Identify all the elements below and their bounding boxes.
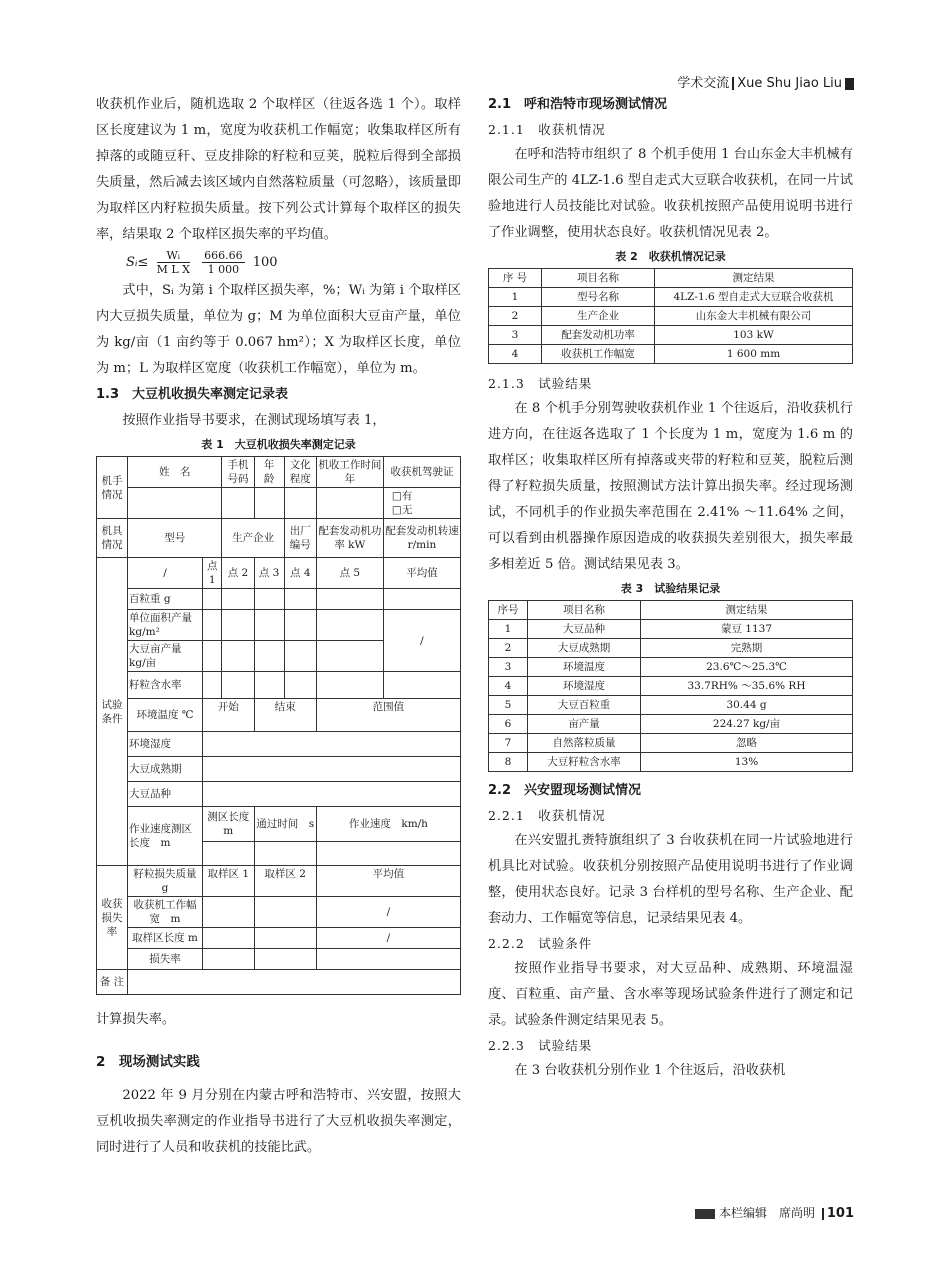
table-cell: 7 <box>489 734 528 753</box>
table-cell: 2 <box>489 639 528 658</box>
subsection-heading: 2.1.3 试验结果 <box>488 376 593 391</box>
header-pinyin: Xue Shu Jiao Liu <box>737 76 842 91</box>
table-caption: 表 3 试验结果记录 <box>620 582 721 595</box>
table-cell: 损失率 <box>128 949 203 970</box>
paragraph: 计算损失率。 <box>96 1012 176 1027</box>
table-cell: 机具 情况 <box>97 519 128 558</box>
table-cell: 亩产量 <box>528 715 641 734</box>
table-cell: 取样区 1 <box>203 866 255 897</box>
paragraph: 2022 年 9 月分别在内蒙古呼和浩特市、兴安盟，按照大豆机收损失率测定的作业指导书进行了大豆机收损失率测定，同时进行了人员和收获机的技能比武。 <box>96 1088 461 1155</box>
table-header: 序号 <box>489 601 528 620</box>
table-cell: 大豆品种 <box>128 782 203 807</box>
right-column <box>488 92 853 1084</box>
table-cell: 范围值 <box>316 699 460 732</box>
table-cell: 作业速度 km/h <box>316 807 460 842</box>
table-cell: 1 <box>489 620 528 639</box>
paragraph: 在 3 台收获机分别作业 1 个往返后，沿收获机 <box>514 1063 786 1078</box>
loss-rate-formula <box>96 248 461 278</box>
table-cell: 单位面积产量 kg/m² <box>128 610 203 641</box>
table-cell: 文化程度 <box>284 457 316 488</box>
table-cell <box>383 488 460 519</box>
table-cell <box>222 488 254 519</box>
table-cell: 5 <box>489 696 528 715</box>
table-cell: 收获机工作幅宽 <box>542 345 655 364</box>
paragraph: 在呼和浩特市组织了 8 个机手使用 1 台山东金大丰机械有限公司生产的 4LZ-1.6 型自走式大豆联合收获机，在同一片试验地进行人员技能比对试验。收获机按照产品使用说明书进行了作业调整，使用状态良好。收获机情况见表 2。 <box>488 147 853 240</box>
formula-numerator: 666.66 <box>204 249 243 262</box>
table-header: 序 号 <box>489 269 542 288</box>
table-cell: 3 <box>489 326 542 345</box>
footer-divider <box>822 1208 824 1220</box>
table-cell: 百粒重 g <box>128 589 203 610</box>
table-cell: / <box>128 558 203 589</box>
section-heading: 1.3 大豆机收损失率测定记录表 <box>96 387 289 402</box>
table-cell: 结束 <box>254 699 316 732</box>
table-cell: 作业速度测区长度 m <box>128 807 203 866</box>
section-heading: 2 现场测试实践 <box>96 1054 200 1070</box>
table-cell: 收获机驾驶证 <box>383 457 460 488</box>
table-cell: 平均值 <box>316 866 460 897</box>
table-cell: 8 <box>489 753 528 772</box>
checkbox-yes: □有 <box>391 490 413 502</box>
table-cell <box>254 488 284 519</box>
table-cell: 224.27 kg/亩 <box>641 715 853 734</box>
formula-numerator: Wᵢ <box>157 249 190 263</box>
table-cell: 大豆成熟期 <box>528 639 641 658</box>
table-cell: 型号名称 <box>542 288 655 307</box>
section-heading: 2.1 呼和浩特市现场测试情况 <box>488 97 668 112</box>
header-divider <box>732 77 734 90</box>
paragraph: 收获机作业后，随机选取 2 个取样区（往返各选 1 个）。取样区长度建议为 1 m，宽度为收获机工作幅宽；收集取样区所有掉落的或随豆秆、豆皮排除的籽粒和豆荚，脱粒后得到全部损失质量，然后减去该区域内自然落粒质量（可忽略），该质量即为取样区内籽粒损失质量。按下列公式计算每个取样区的损失率，结果取 2 个取样区损失率的平均值。 <box>96 97 461 242</box>
table-cell: 点 3 <box>254 558 284 589</box>
table-cell: 配套发动机转速 r/min <box>383 519 460 558</box>
header-title: 学术交流 <box>677 76 730 91</box>
table-cell: 点 2 <box>222 558 254 589</box>
table-cell: 生产企业 <box>542 307 655 326</box>
table-header: 项目名称 <box>542 269 655 288</box>
table-cell: 大豆品种 <box>528 620 641 639</box>
table-header: 项目名称 <box>528 601 641 620</box>
table-cell: 13% <box>641 753 853 772</box>
table-cell: 2 <box>489 307 542 326</box>
paragraph: 在 8 个机手分别驾驶收获机作业 1 个往返后，沿收获机行进方向，在往返各选取了 1 个长度为 1 m，宽度为 1.6 m 的取样区；收集取样区所有掉落或夹带的籽粒和豆荚，脱粒后测得了籽粒损失质量，按照测试方法计算出损失率。经过现场测试，不同机手的作业损失率范围在 2.41% ～11.64% 之间，可以看到由机器操作原因造成的收获损失差别很大，损失率最多相差近 5 倍。测试结果见表 3。 <box>488 401 853 572</box>
formula-fraction-1 <box>157 249 190 276</box>
table-cell: 备 注 <box>97 970 128 995</box>
formula-fraction-2 <box>202 249 245 276</box>
table-cell: 配套发动机功率 kW <box>316 519 383 558</box>
table-cell: 手机号码 <box>222 457 254 488</box>
table-cell: 籽粒含水率 <box>128 672 203 699</box>
table-header: 测定结果 <box>655 269 853 288</box>
table-cell: 23.6℃～25.3℃ <box>641 658 853 677</box>
paragraph: 按照作业指导书要求，对大豆品种、成熟期、环境温湿度、百粒重、亩产量、含水率等现场试验条件进行了测定和记录。试验条件测定结果见表 5。 <box>488 961 853 1028</box>
table-cell: 大豆百粒重 <box>528 696 641 715</box>
table-cell: 环境温度 ℃ <box>128 699 203 732</box>
table-cell: 生产企业 <box>222 519 284 558</box>
table-cell: 自然落粒质量 <box>528 734 641 753</box>
table-cell: 环境湿度 <box>528 677 641 696</box>
table-1-loss-record <box>96 456 461 995</box>
table-cell: 3 <box>489 658 528 677</box>
table-header: 测定结果 <box>641 601 853 620</box>
table-cell: 4 <box>489 677 528 696</box>
table-caption: 表 1 大豆机收损失率测定记录 <box>201 438 356 451</box>
table-cell: / <box>316 928 460 949</box>
table-cell: 收获 损失 率 <box>97 866 128 970</box>
formula-denominator: 1 000 <box>207 263 240 276</box>
paragraph: 按照作业指导书要求，在测试现场填写表 1， <box>122 413 386 428</box>
table-cell: 试验 条件 <box>97 558 128 866</box>
table-cell: 测区长度 m <box>203 807 255 842</box>
table-cell: 6 <box>489 715 528 734</box>
table-cell: 配套发动机功率 <box>542 326 655 345</box>
table-cell: 大豆亩产量 kg/亩 <box>128 641 203 672</box>
table-cell <box>316 488 383 519</box>
table-cell: 1 600 mm <box>655 345 853 364</box>
header-square-icon <box>845 78 854 90</box>
table-cell: 姓 名 <box>128 457 222 488</box>
subsection-heading: 2.2.2 试验条件 <box>488 936 593 951</box>
page-number: 101 <box>826 1206 854 1221</box>
formula-lhs: Sᵢ≤ <box>126 255 149 270</box>
table-cell: 30.44 g <box>641 696 853 715</box>
table-cell: / <box>383 610 460 672</box>
table-cell: 机手 情况 <box>97 457 128 519</box>
table-caption: 表 2 收获机情况记录 <box>615 250 726 263</box>
table-cell: 机收工作时间 年 <box>316 457 383 488</box>
table-cell: 型号 <box>128 519 222 558</box>
table-cell: 籽粒损失质量 g <box>128 866 203 897</box>
table-cell: 103 kW <box>655 326 853 345</box>
table-cell: 4 <box>489 345 542 364</box>
paragraph: 在兴安盟扎赉特旗组织了 3 台收获机在同一片试验地进行机具比对试验。收获机分别按照产品使用说明书进行了作业调整，使用状态良好。记录 3 台样机的型号名称、生产企业、配套动力、工作幅宽等信息，记录结果见表 4。 <box>488 833 853 926</box>
table-cell: 完熟期 <box>641 639 853 658</box>
subsection-heading: 2.1.1 收获机情况 <box>488 122 606 137</box>
subsection-heading: 2.2.3 试验结果 <box>488 1038 593 1053</box>
table-cell: 取样区长度 m <box>128 928 203 949</box>
table-cell: 通过时间 s <box>254 807 316 842</box>
table-cell: 忽略 <box>641 734 853 753</box>
formula-tail: 100 <box>252 255 278 270</box>
table-cell: 开始 <box>203 699 255 732</box>
table-cell: 平均值 <box>383 558 460 589</box>
table-cell: 4LZ-1.6 型自走式大豆联合收获机 <box>655 288 853 307</box>
table-cell: 大豆成熟期 <box>128 757 203 782</box>
checkbox-no: □无 <box>391 504 413 516</box>
table-cell: 点 4 <box>284 558 316 589</box>
table-cell: 年 龄 <box>254 457 284 488</box>
table-cell: 点 5 <box>316 558 383 589</box>
table-cell: 蒙豆 1137 <box>641 620 853 639</box>
table-cell: 出厂编号 <box>284 519 316 558</box>
page-footer <box>695 1204 854 1221</box>
table-cell: 点 1 <box>203 558 222 589</box>
running-header <box>677 72 854 91</box>
table-cell: / <box>316 897 460 928</box>
table-cell <box>128 488 222 519</box>
table-cell: 大豆籽粒含水率 <box>528 753 641 772</box>
table-3-test-results <box>488 600 853 772</box>
table-cell: 33.7RH% ～35.6% RH <box>641 677 853 696</box>
table-2-harvester-info <box>488 268 853 364</box>
table-cell: 1 <box>489 288 542 307</box>
section-heading: 2.2 兴安盟现场测试情况 <box>488 783 642 798</box>
footer-bar-icon <box>695 1209 715 1219</box>
table-cell: 收获机工作幅宽 m <box>128 897 203 928</box>
table-cell: 环境湿度 <box>128 732 203 757</box>
subsection-heading: 2.2.1 收获机情况 <box>488 808 606 823</box>
footer-editor: 本栏编辑 席尚明 <box>719 1206 816 1220</box>
table-cell: 环境温度 <box>528 658 641 677</box>
left-column <box>96 92 461 1161</box>
table-cell: 山东金大丰机械有限公司 <box>655 307 853 326</box>
formula-denominator: M L X <box>156 263 190 276</box>
table-cell: 取样区 2 <box>254 866 316 897</box>
paragraph: 式中，Sᵢ 为第 i 个取样区损失率，%；Wᵢ 为第 i 个取样区内大豆损失质量，单位为 g；M 为单位面积大豆亩产量，单位为 kg/亩（1 亩约等于 0.067 hm²）；X 为取样区长度，单位为 m；L 为取样区宽度（收获机工作幅宽），单位为 m。 <box>96 283 461 376</box>
table-cell <box>284 488 316 519</box>
